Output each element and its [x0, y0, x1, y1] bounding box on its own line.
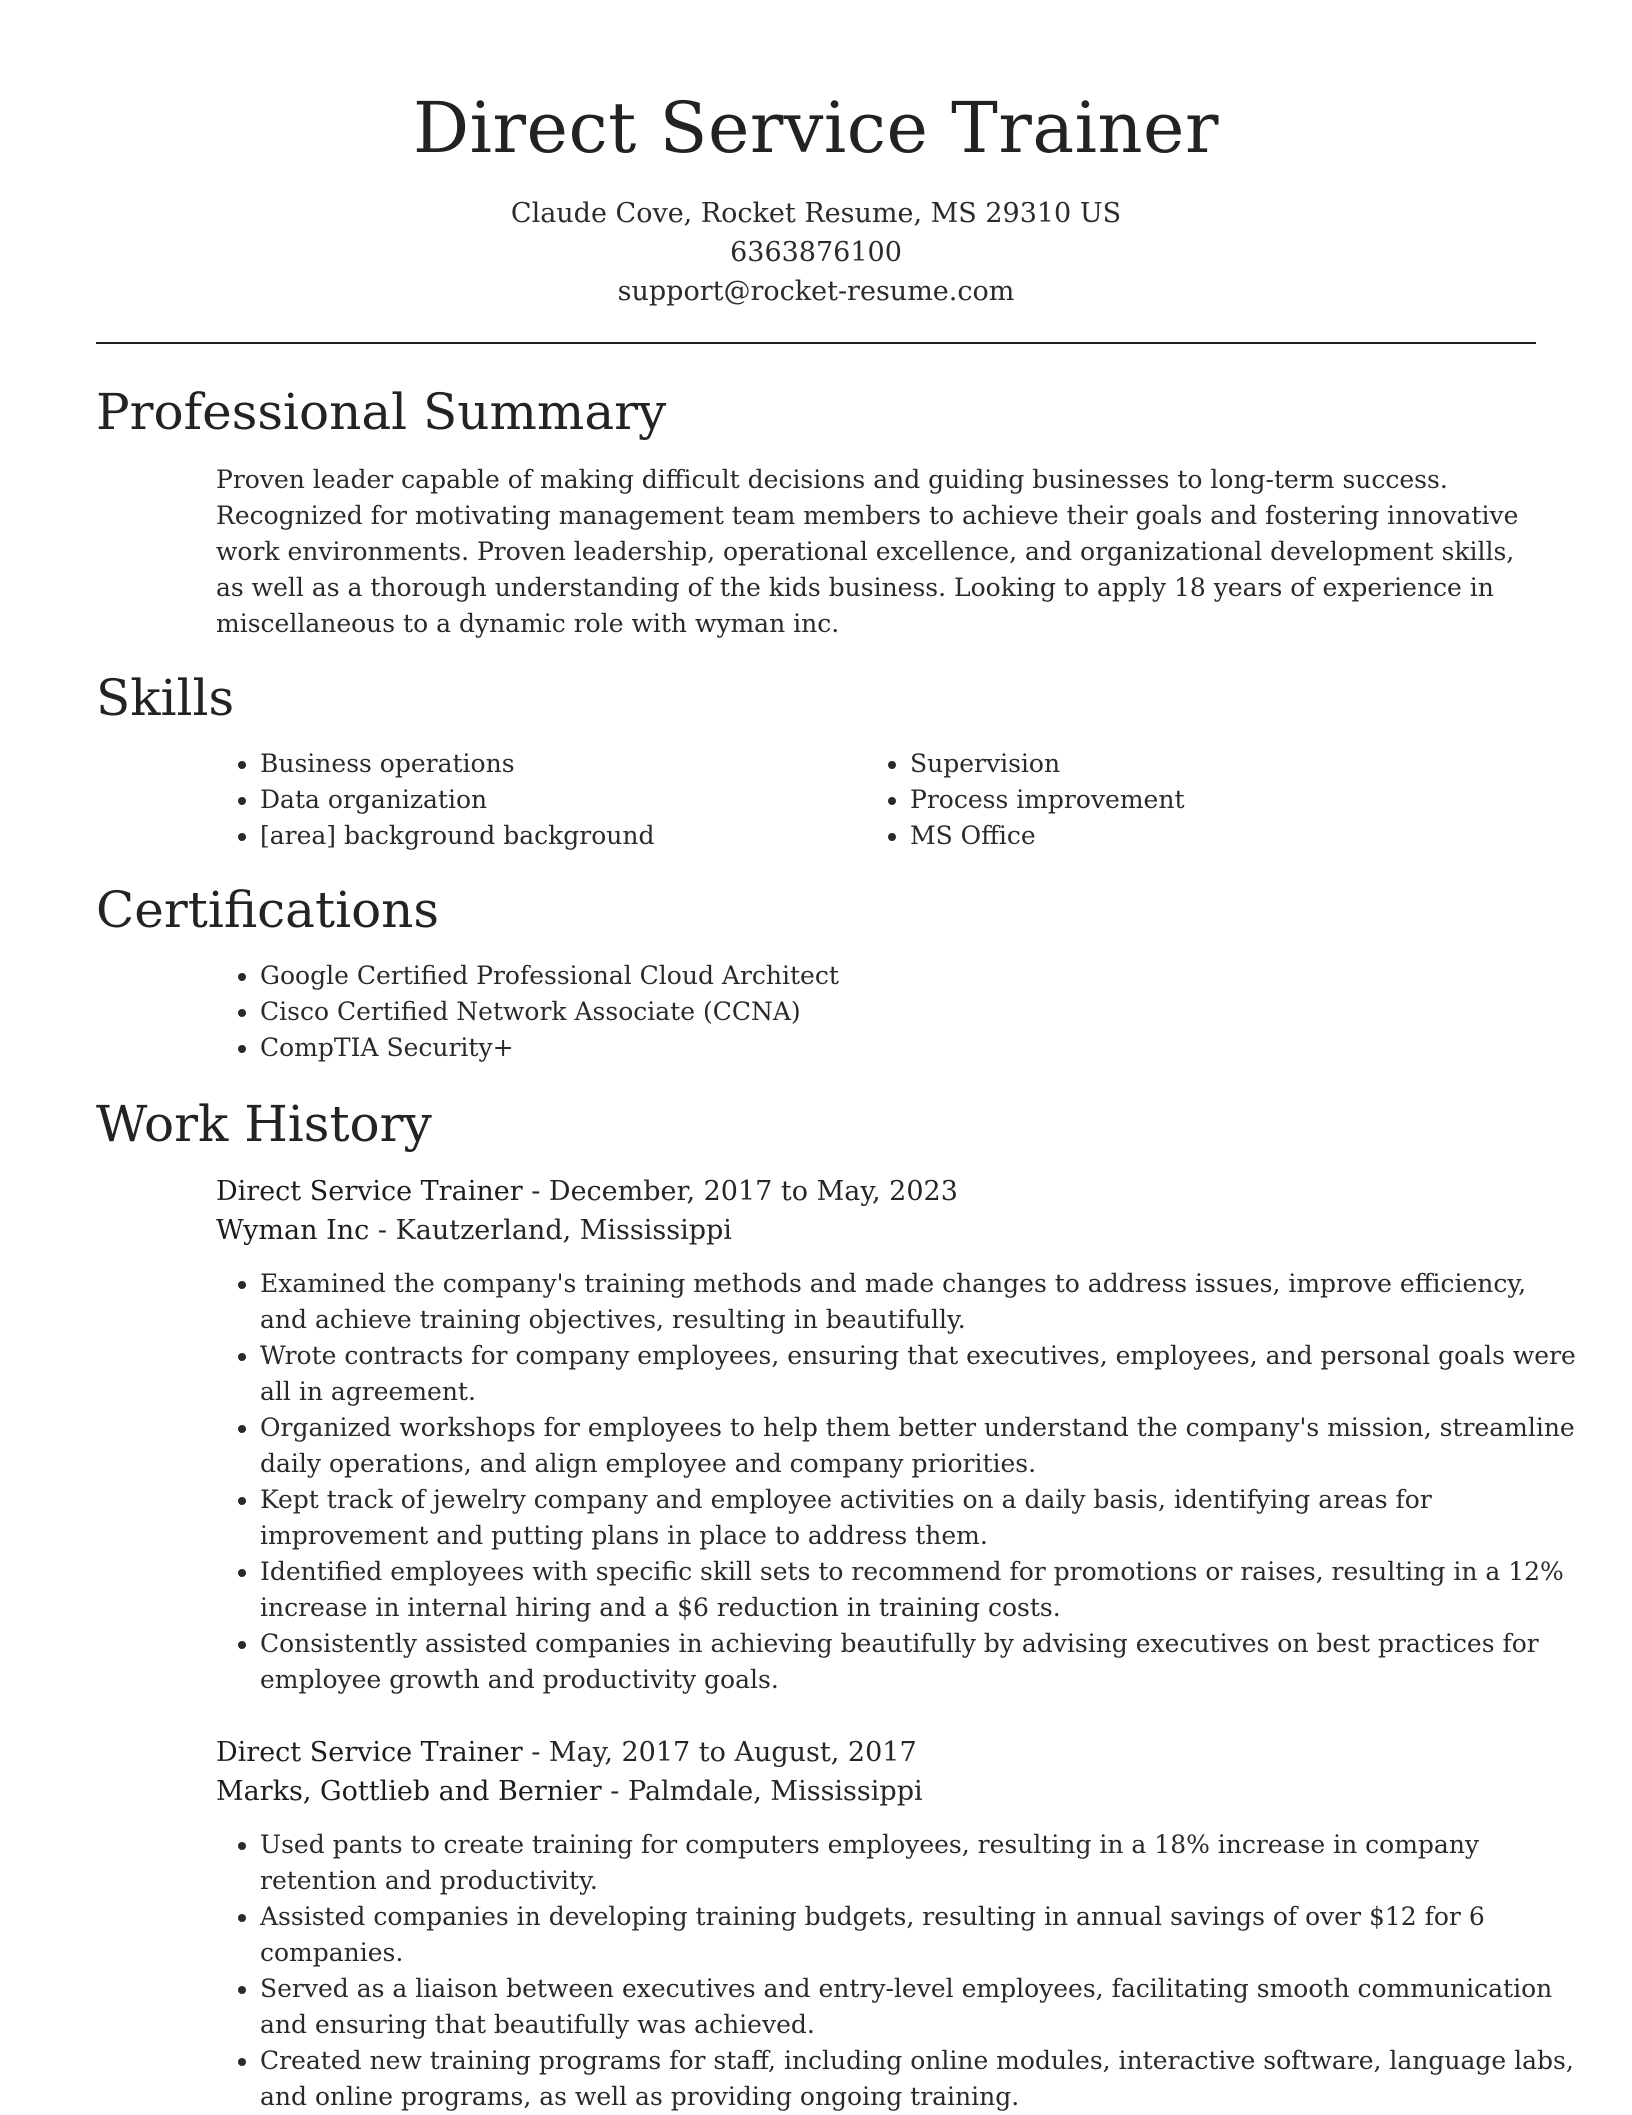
candidate-name: Direct Service Trainer: [413, 87, 1219, 169]
skill-item: • [area] background background: [260, 818, 860, 854]
job-bullet: • Consistently assisted companies in achieving beautifully by advising executives on best practices for employee growth and productivity goals.: [260, 1626, 1580, 1698]
contact-block: [0, 194, 1632, 311]
address: Claude Cove, Rocket Resume, MS 29310 US: [510, 198, 1122, 229]
job-bullet: • Assisted companies in developing training budgets, resulting in annual savings of over $12 for 6 companies.: [260, 1899, 1580, 1971]
job-title: Direct Service Trainer: [216, 1176, 523, 1207]
job-title-line: Direct Service Trainer - December, 2017 to May, 2023: [216, 1176, 958, 1207]
job-company-line: Wyman Inc - Kautzerland, Mississippi: [216, 1215, 732, 1246]
section-title-skills: Skills: [96, 669, 235, 727]
job-bullets: [216, 1827, 1580, 2115]
skill-item: • MS Office: [910, 818, 1510, 854]
skills-list-left: [216, 746, 860, 854]
job-bullet: • Kept track of jewelry company and employee activities on a daily basis, identifying areas for improvement and putting plans in place to address them.: [260, 1482, 1580, 1554]
job-bullet: • Wrote contracts for company employees, ensuring that executives, employees, and personal goals were all in agreement.: [260, 1338, 1580, 1410]
job-dates: December, 2017 to May, 2023: [548, 1176, 958, 1207]
skill-item: • Supervision: [910, 746, 1510, 782]
section-title-summary: Professional Summary: [96, 383, 667, 441]
section-title-certifications: Certifications: [96, 881, 440, 939]
job-location: Palmdale, Mississippi: [627, 1776, 923, 1807]
summary-text: Proven leader capable of making difficult decisions and guiding businesses to long-term success. Recognized for motivating management team members to achieve their goals and fostering innovative work environments. Proven leadership, operational excellence, and organizational development skills, as well as a thorough understanding of the kids business. Looking to apply 18 years of experience in miscellaneous to a dynamic role with wyman inc.: [216, 465, 1519, 638]
skill-item: • Process improvement: [910, 782, 1510, 818]
certification-item: • Cisco Certified Network Associate (CCNA): [260, 994, 1536, 1030]
section-title-work-history: Work History: [96, 1095, 432, 1153]
skills-list-right: [866, 746, 1510, 854]
phone: 6363876100: [730, 237, 902, 268]
job-bullet: • Served as a liaison between executives and entry-level employees, facilitating smooth communication and ensuring that beautifully was achieved.: [260, 1971, 1580, 2043]
certifications-list: [216, 958, 1536, 1066]
header-divider: [96, 342, 1536, 344]
certification-item: • Google Certified Professional Cloud Architect: [260, 958, 1536, 994]
job-bullets: [216, 1266, 1580, 1698]
job-company: Wyman Inc: [216, 1215, 370, 1246]
job-bullet: • Examined the company's training methods and made changes to address issues, improve efficiency, and achieve training objectives, resulting in beautifully.: [260, 1266, 1580, 1338]
job-bullet: • Used pants to create training for computers employees, resulting in a 18% increase in company retention and productivity.: [260, 1827, 1580, 1899]
job-title-line: Direct Service Trainer - May, 2017 to August, 2017: [216, 1737, 917, 1768]
job-title: Direct Service Trainer: [216, 1737, 523, 1768]
job-company-line: Marks, Gottlieb and Bernier - Palmdale, Mississippi: [216, 1776, 923, 1807]
job-bullet: • Created new training programs for staff, including online modules, interactive software, language labs, and online programs, as well as providing ongoing training.: [260, 2043, 1580, 2115]
job-bullet: • Organized workshops for employees to help them better understand the company's mission, streamline daily operations, and align employee and company priorities.: [260, 1410, 1580, 1482]
skill-item: • Business operations: [260, 746, 860, 782]
certification-item: • CompTIA Security+: [260, 1030, 1536, 1066]
job-bullet: • Identified employees with specific skill sets to recommend for promotions or raises, resulting in a 12% increase in internal hiring and a $6 reduction in training costs.: [260, 1554, 1580, 1626]
job-dates: May, 2017 to August, 2017: [548, 1737, 917, 1768]
resume-header: [0, 86, 1632, 311]
job-location: Kautzerland, Mississippi: [395, 1215, 732, 1246]
job-company: Marks, Gottlieb and Bernier: [216, 1776, 602, 1807]
skill-item: • Data organization: [260, 782, 860, 818]
email: support@rocket-resume.com: [617, 276, 1015, 307]
